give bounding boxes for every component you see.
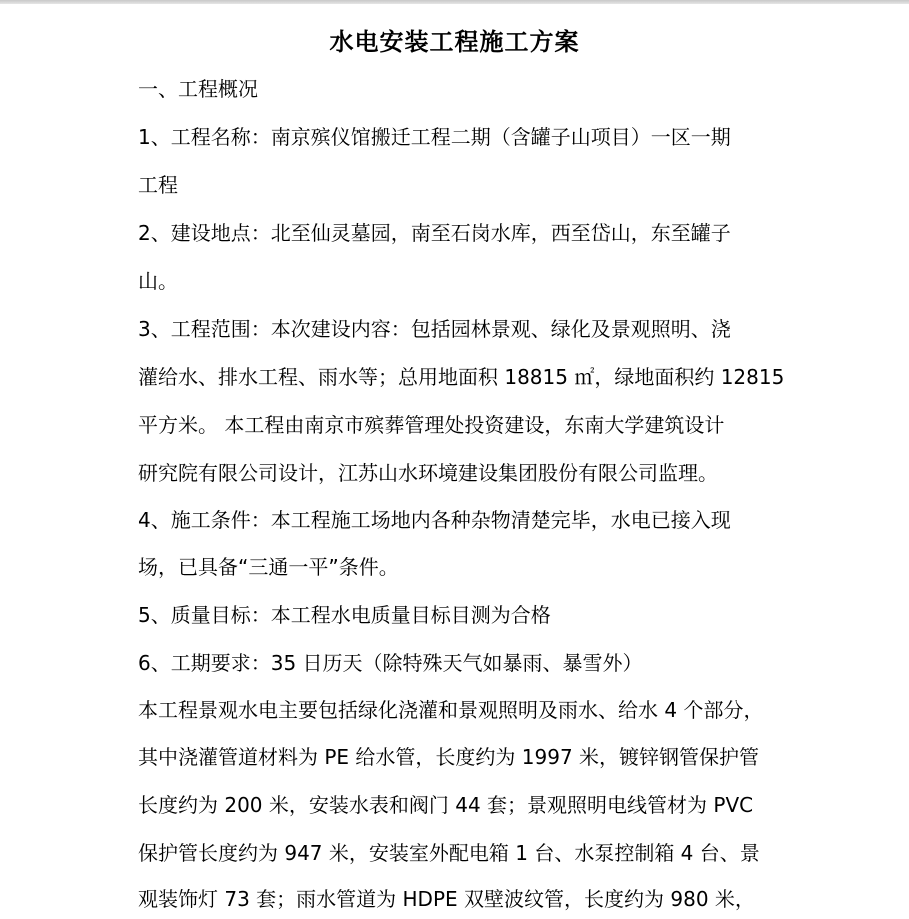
section-heading-overview: 一、工程概况 bbox=[138, 77, 258, 101]
paragraph-line: 保护管长度约为 947 米，安装室外配电箱 1 台、水泵控制箱 4 台、景 bbox=[138, 841, 760, 865]
paragraph-line: 山。 bbox=[138, 269, 178, 293]
paragraph-line: 其中浇灌管道材料为 PE 给水管，长度约为 1997 米，镀锌钢管保护管 bbox=[138, 745, 760, 769]
paragraph-line: 平方米。 本工程由南京市殡葬管理处投资建设，东南大学建筑设计 bbox=[138, 413, 725, 437]
paragraph-line: 场，已具备“三通一平”条件。 bbox=[138, 555, 399, 579]
paragraph-line: 长度约为 200 米，安装水表和阀门 44 套；景观照明电线管材为 PVC bbox=[138, 793, 754, 817]
paragraph-line: 2、建设地点：北至仙灵墓园，南至石岗水库，西至岱山，东至罐子 bbox=[138, 221, 731, 245]
paragraph-line: 工程 bbox=[138, 173, 178, 197]
paragraph-line: 观装饰灯 73 套；雨水管道为 HDPE 双壁波纹管，长度约为 980 米， bbox=[138, 887, 755, 911]
document-title: 水电安装工程施工方案 bbox=[329, 28, 580, 56]
paragraph-line: 1、工程名称：南京殡仪馆搬迁工程二期（含罐子山项目）一区一期 bbox=[138, 125, 731, 149]
paragraph-line: 5、质量目标：本工程水电质量目标目测为合格 bbox=[138, 603, 551, 627]
paragraph-line: 6、工期要求：35 日历天（除特殊天气如暴雨、暴雪外） bbox=[138, 651, 643, 675]
paragraph-line: 4、施工条件：本工程施工场地内各种杂物清楚完毕，水电已接入现 bbox=[138, 508, 731, 532]
paragraph-line: 灌给水、排水工程、雨水等；总用地面积 18815 ㎡，绿地面积约 12815 bbox=[138, 365, 785, 389]
paragraph-line: 本工程景观水电主要包括绿化浇灌和景观照明及雨水、给水 4 个部分， bbox=[138, 698, 764, 722]
paragraph-line: 3、工程范围：本次建设内容：包括园林景观、绿化及景观照明、浇 bbox=[138, 317, 731, 341]
paragraph-line: 研究院有限公司设计，江苏山水环境建设集团股份有限公司监理。 bbox=[138, 461, 718, 485]
